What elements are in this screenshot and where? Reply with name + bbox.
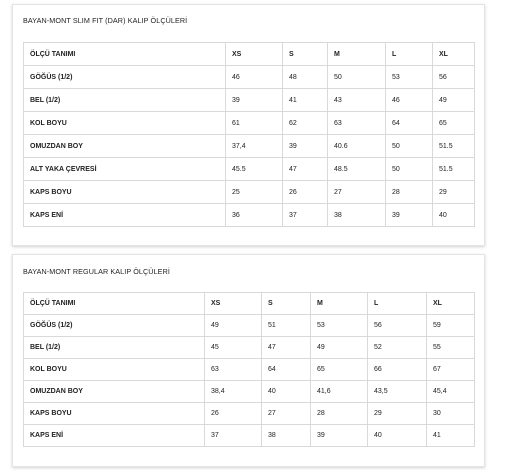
table-cell: 41 [427, 425, 475, 447]
slim-fit-size-card [12, 4, 485, 246]
row-label: BEL (1/2) [24, 337, 205, 359]
table-cell: 56 [433, 66, 475, 89]
header-cell: S [262, 293, 311, 315]
table-cell: 46 [226, 66, 283, 89]
table-header-row [24, 43, 475, 66]
table-cell: 38 [328, 204, 386, 227]
table-cell: 29 [368, 403, 427, 425]
table-cell: 50 [386, 158, 433, 181]
table-header-row [24, 293, 475, 315]
table-cell: 40 [433, 204, 475, 227]
table-cell: 47 [283, 158, 328, 181]
table-cell: 41,6 [311, 381, 368, 403]
table-cell: 59 [427, 315, 475, 337]
row-label: KAPS ENİ [24, 425, 205, 447]
table-cell: 63 [328, 112, 386, 135]
table-cell: 26 [283, 181, 328, 204]
table-cell: 45 [205, 337, 262, 359]
table-cell: 51.5 [433, 135, 475, 158]
table-row [24, 112, 475, 135]
table-cell: 62 [283, 112, 328, 135]
table-cell: 40 [262, 381, 311, 403]
header-cell: L [386, 43, 433, 66]
table-row [24, 403, 475, 425]
table-cell: 28 [311, 403, 368, 425]
table-cell: 64 [262, 359, 311, 381]
table-cell: 55 [427, 337, 475, 359]
table-cell: 39 [283, 135, 328, 158]
table-cell: 65 [433, 112, 475, 135]
row-label: KAPS BOYU [24, 181, 226, 204]
table-cell: 39 [386, 204, 433, 227]
row-label: OMUZDAN BOY [24, 381, 205, 403]
table-cell: 26 [205, 403, 262, 425]
table-cell: 50 [386, 135, 433, 158]
table-cell: 37 [283, 204, 328, 227]
row-label: BEL (1/2) [24, 89, 226, 112]
table-row [24, 204, 475, 227]
table-cell: 45,4 [427, 381, 475, 403]
table-cell: 43 [328, 89, 386, 112]
header-cell: XS [205, 293, 262, 315]
table-cell: 61 [226, 112, 283, 135]
table-cell: 51 [262, 315, 311, 337]
table-cell: 67 [427, 359, 475, 381]
table-row [24, 66, 475, 89]
row-label: KOL BOYU [24, 112, 226, 135]
table-cell: 41 [283, 89, 328, 112]
table-cell: 65 [311, 359, 368, 381]
table-cell: 43,5 [368, 381, 427, 403]
header-cell: L [368, 293, 427, 315]
slim-fit-size-table [23, 42, 475, 227]
table-cell: 39 [311, 425, 368, 447]
table-cell: 40.6 [328, 135, 386, 158]
table-cell: 38,4 [205, 381, 262, 403]
row-label: ALT YAKA ÇEVRESİ [24, 158, 226, 181]
table-cell: 30 [427, 403, 475, 425]
table-cell: 49 [205, 315, 262, 337]
table-row [24, 135, 475, 158]
table-cell: 53 [386, 66, 433, 89]
table-cell: 63 [205, 359, 262, 381]
table-cell: 29 [433, 181, 475, 204]
table-cell: 56 [368, 315, 427, 337]
header-cell: ÖLÇÜ TANIMI [24, 43, 226, 66]
table-row [24, 181, 475, 204]
slim-fit-table-title: BAYAN-MONT SLIM FIT (DAR) KALIP ÖLÇÜLERİ [23, 16, 188, 25]
header-cell: XS [226, 43, 283, 66]
table-row [24, 359, 475, 381]
table-cell: 50 [328, 66, 386, 89]
table-row [24, 89, 475, 112]
table-cell: 49 [311, 337, 368, 359]
table-cell: 48 [283, 66, 328, 89]
table-row [24, 425, 475, 447]
table-cell: 39 [226, 89, 283, 112]
row-label: KOL BOYU [24, 359, 205, 381]
table-cell: 37 [205, 425, 262, 447]
regular-size-table [23, 292, 475, 447]
row-label: KAPS BOYU [24, 403, 205, 425]
header-cell: M [311, 293, 368, 315]
table-cell: 27 [262, 403, 311, 425]
table-cell: 66 [368, 359, 427, 381]
table-cell: 49 [433, 89, 475, 112]
table-cell: 40 [368, 425, 427, 447]
table-cell: 51.5 [433, 158, 475, 181]
table-row [24, 381, 475, 403]
table-cell: 48.5 [328, 158, 386, 181]
regular-table-title: BAYAN-MONT REGULAR KALIP ÖLÇÜLERİ [23, 267, 170, 276]
table-cell: 64 [386, 112, 433, 135]
row-label: GÖĞÜS (1/2) [24, 66, 226, 89]
table-row [24, 158, 475, 181]
table-cell: 53 [311, 315, 368, 337]
row-label: KAPS ENİ [24, 204, 226, 227]
table-cell: 36 [226, 204, 283, 227]
header-cell: ÖLÇÜ TANIMI [24, 293, 205, 315]
table-row [24, 315, 475, 337]
table-cell: 52 [368, 337, 427, 359]
table-cell: 28 [386, 181, 433, 204]
table-cell: 27 [328, 181, 386, 204]
row-label: GÖĞÜS (1/2) [24, 315, 205, 337]
row-label: OMUZDAN BOY [24, 135, 226, 158]
table-cell: 25 [226, 181, 283, 204]
table-cell: 45.5 [226, 158, 283, 181]
table-cell: 37,4 [226, 135, 283, 158]
regular-size-card [12, 254, 485, 467]
table-row [24, 337, 475, 359]
header-cell: XL [433, 43, 475, 66]
header-cell: M [328, 43, 386, 66]
header-cell: XL [427, 293, 475, 315]
table-cell: 46 [386, 89, 433, 112]
table-cell: 47 [262, 337, 311, 359]
header-cell: S [283, 43, 328, 66]
table-cell: 38 [262, 425, 311, 447]
